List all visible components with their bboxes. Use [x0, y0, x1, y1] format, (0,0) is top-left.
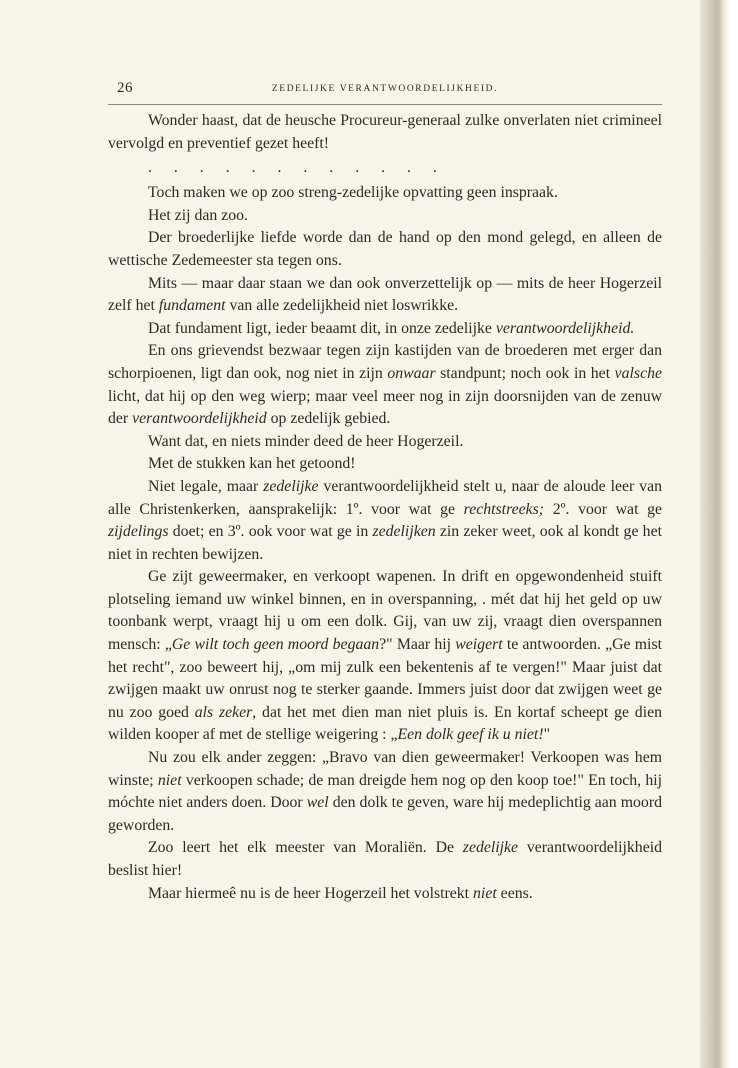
header-rule — [108, 104, 662, 105]
page-number: 26 — [117, 80, 133, 96]
running-title: ZEDELIJKE VERANTWOORDELIJKHEID. — [271, 84, 499, 94]
paragraph-8: Want dat, en niets minder deed de heer Hogerzeil. — [148, 432, 464, 450]
page-binding-edge — [700, 0, 738, 1068]
page-header — [108, 80, 662, 100]
paragraph-1: Wonder haast, dat de heusche Procureur-generaal zulke onverlaten niet crimineel vervolgd en preventief gezet heeft! — [108, 112, 662, 152]
ellipsis-separator: . . . . . . . . . . . . — [148, 159, 446, 177]
italic-verantwoordelijkheid: verantwoordelijkheid. — [495, 319, 635, 337]
paragraph-14: Maar hiermeê nu is de heer Hogerzeil het volstrekt niet eens. — [148, 884, 533, 902]
paragraph-9: Met de stukken kan het getoond! — [148, 455, 356, 473]
paragraph-13: Zoo leert het elk meester van Moraliën. De zedelijke verantwoordelijkheid beslist hier! — [108, 839, 662, 879]
paragraph-6: Dat fundament ligt, ieder beaamt dit, in onze zedelijke verantwoordelijkheid. — [148, 319, 635, 337]
paragraph-10: Niet legale, maar zedelijke verantwoordelijkheid stelt u, naar de aloude leer van alle Christenkerken, aansprakelijk: 1º. voor wat ge rechtstreeks; 2º. voor wat ge zijdelings doet; en 3º. ook voor wat ge in zedelijken zin zeker weet, ook al kondt ge het niet in rechten bewijzen. — [108, 477, 662, 563]
body-text — [108, 110, 662, 905]
italic-fundament: fundament — [158, 297, 226, 315]
paragraph-4: Der broederlijke liefde worde dan de hand op den mond gelegd, en alleen de wettische Zedemeester sta tegen ons. — [108, 229, 662, 269]
paragraph-7: En ons grievendst bezwaar tegen zijn kastijden van de broederen met erger dan schorpioenen, ligt dan ook, nog niet in zijn onwaar standpunt; noch ook in het valsche licht, dat hij op den weg wierp; maar veel meer nog in zijn doorsnijden van de zenuw der verantwoordelijkheid op zedelijk gebied. — [108, 342, 662, 428]
paragraph-3: Het zij dan zoo. — [148, 206, 249, 224]
paragraph-12: Nu zou elk ander zeggen: „Bravo van dien geweermaker! Verkoopen was hem winste; niet verkoopen schade; de man dreigde hem nog op den koop toe!" En toch, hij móchte niet anders doen. Door wel den dolk te geven, ware hij medeplichtig aan moord geworden. — [108, 749, 662, 834]
paragraph-5: Mits — maar daar staan we dan ook onverzettelijk op — mits de heer Hogerzeil zelf het fundament van alle zedelijkheid niet loswrikke. — [108, 274, 662, 315]
paragraph-11: Ge zijt geweermaker, en verkoopt wapenen. In drift en opgewondenheid stuift plotseling iemand uw winkel binnen, en in overspanning, . mét dat hij het geld op uw toonbank werpt, vraagt hij u om een dolk. Gij, van uw zij, vraagt dien overspannen mensch: „Ge wilt toch geen moord begaan?" Maar hij weigert te antwoorden. „Ge mist het recht", zoo beweert hij, „om mij zulk een bekentenis af te vergen!" Maar juist dat zwijgen maakt uw onrust nog te sterker gaande. Immers juist door dat zwijgen weet ge nu zoo goed als zeker, dat het met dien man niet pluis is. En kortaf scheept ge dien wilden kooper af met de stellige weigering : „Een dolk geef ik u niet!" — [108, 568, 662, 744]
paragraph-2: Toch maken we op zoo streng-zedelijke opvatting geen inspraak. — [148, 184, 558, 202]
